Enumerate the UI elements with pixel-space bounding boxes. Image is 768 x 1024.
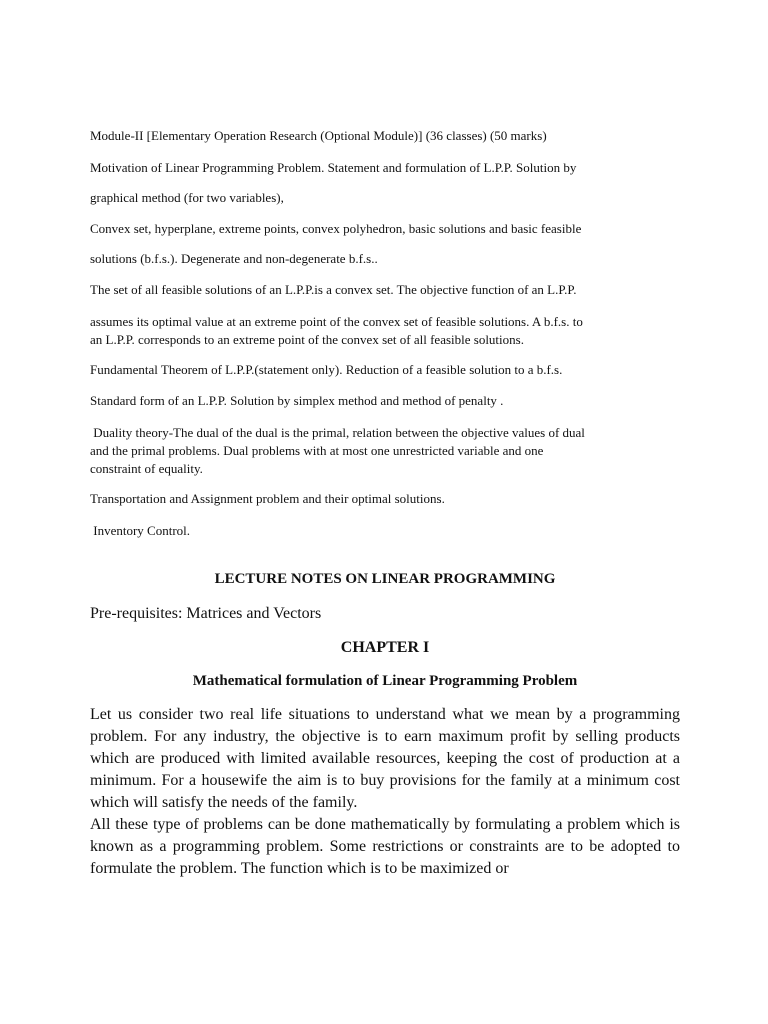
section-title: Mathematical formulation of Linear Programming Problem (192, 673, 578, 689)
chapter-heading: CHAPTER I (340, 639, 430, 656)
syllabus-line: Convex set, hyperplane, extreme points, convex polyhedron, basic solutions and basic feasible (90, 221, 582, 236)
prerequisites: Pre-requisites: Matrices and Vectors (90, 605, 322, 622)
syllabus-line: assumes its optimal value at an extreme point of the convex set of feasible solutions. A b.f.s. to (90, 314, 583, 329)
syllabus-line: an L.P.P. corresponds to an extreme point of the convex set of all feasible solutions. (90, 332, 524, 347)
syllabus-line: Transportation and Assignment problem and their optimal solutions. (90, 491, 445, 506)
syllabus-line: constraint of equality. (90, 461, 203, 476)
syllabus-line: Standard form of an L.P.P. Solution by simplex method and method of penalty . (90, 393, 504, 408)
syllabus-line: Inventory Control. (90, 523, 191, 538)
syllabus-line: Duality theory-The dual of the dual is the primal, relation between the objective values of dual (90, 425, 585, 440)
paragraph: All these type of problems can be done mathematically by formulating a problem which is known as a programming problem. Some restrictions or constraints are to be adopted to formulate the problem. The function which is to be maximized or (90, 816, 680, 877)
syllabus-line: solutions (b.f.s.). Degenerate and non-degenerate b.f.s.. (90, 251, 378, 266)
syllabus-line: Fundamental Theorem of L.P.P.(statement only). Reduction of a feasible solution to a b.f.s. (90, 362, 563, 377)
lecture-notes-title: LECTURE NOTES ON LINEAR PROGRAMMING (214, 571, 556, 587)
syllabus-line: and the primal problems. Dual problems with at most one unrestricted variable and one (90, 443, 544, 458)
syllabus-line: Motivation of Linear Programming Problem. Statement and formulation of L.P.P. Solution by (90, 160, 577, 175)
syllabus-line: The set of all feasible solutions of an L.P.P.is a convex set. The objective function of an L.P.P. (90, 282, 577, 297)
syllabus-line: graphical method (for two variables), (90, 190, 284, 205)
module-title: Module-II [Elementary Operation Research (Optional Module)] (36 classes) (50 marks) (90, 128, 547, 143)
body-text (90, 704, 680, 880)
paragraph: Let us consider two real life situations to understand what we mean by a programming problem. For any industry, the objective is to earn maximum profit by selling products which are produced with limited available resources, keeping the cost of production at a minimum. For a housewife the aim is to buy provisions for the family at a minimum cost which will satisfy the needs of the family. (90, 706, 680, 811)
